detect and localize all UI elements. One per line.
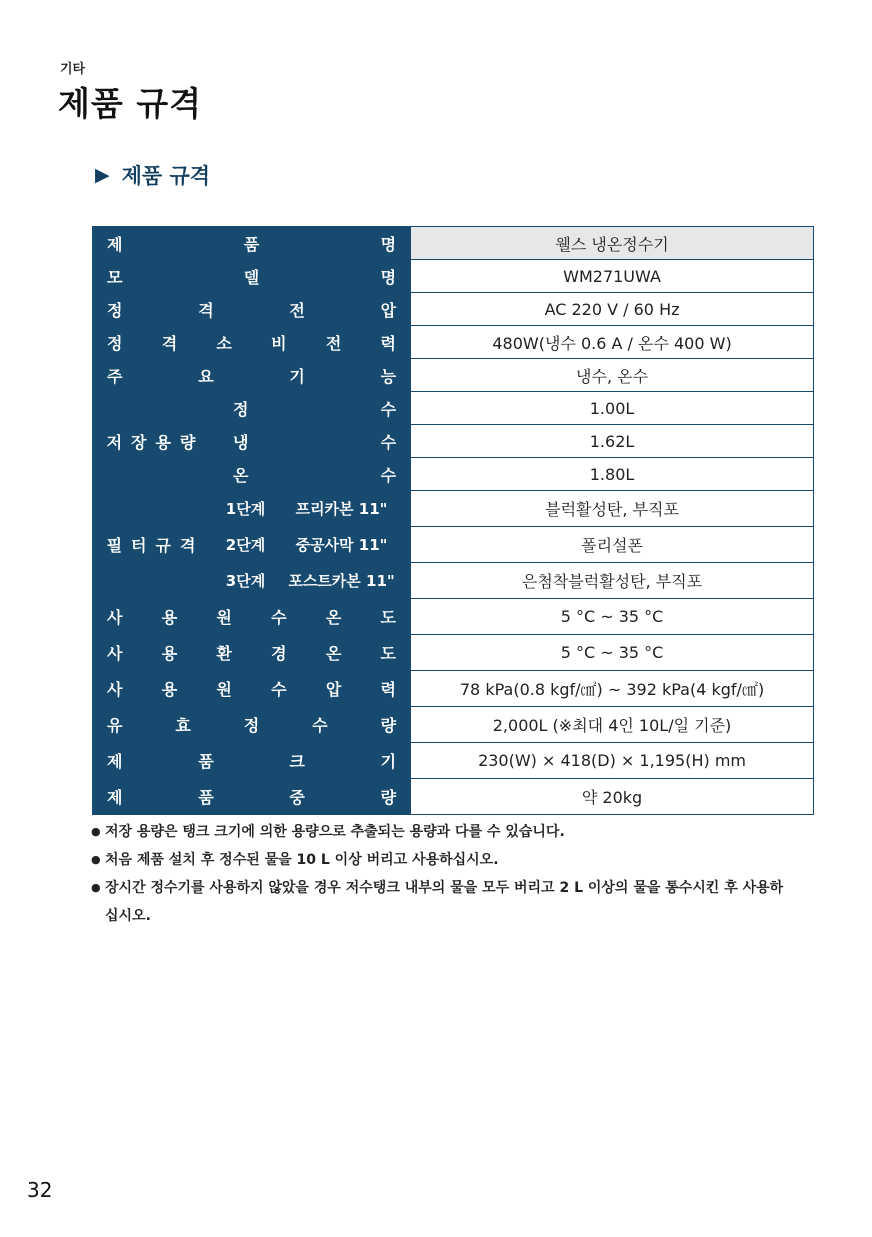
label-char: 요 [198,366,214,386]
table-row [93,599,814,635]
row-value-main-function: 냉수, 온수 [411,359,814,392]
label-char: 원 [216,608,232,627]
label-char: 력 [380,333,396,353]
label-char: 기 [380,752,397,771]
table-row [93,293,814,326]
note-text: 처음 제품 설치 후 정수된 물을 10 L 이상 버리고 사용하십시오. [105,852,499,868]
row-label-size [93,743,411,779]
label-char: 수 [312,716,328,735]
section-heading-text: 제품 규격 [121,164,211,188]
label-char: 기 [289,366,305,386]
list-item [91,818,791,846]
label-char: 수 [271,608,287,627]
label-char: 수 [380,465,397,485]
label-char: 사 [107,608,123,627]
label-char: 수 [380,399,397,419]
note-text: 저장 용량은 탱크 크기에 의한 용량으로 추출되는 용량과 다를 수 있습니다. [105,824,565,840]
label-char: 정 [243,716,260,735]
table-row [93,392,814,425]
row-value-product-name: 웰스 냉온정수기 [411,227,814,260]
storage-sub-label [219,392,411,425]
label-char: 명 [380,234,397,254]
label-char: 격 [198,300,214,320]
bullet-icon: ● [91,881,101,894]
section-category: 기타 [60,62,86,77]
bullet-icon: ● [91,853,101,866]
table-row [93,635,814,671]
page-number: 32 [27,1178,53,1202]
filter-value: 은첨착블럭활성탄, 부직포 [411,563,814,599]
page-title: 제품 규격 [58,84,203,123]
row-value-rated-power: 480W(냉수 0.6 A / 온수 400 W) [411,326,814,359]
label-char: 경 [271,644,287,663]
label-char: 품 [243,234,260,254]
row-label-water-temp [93,599,411,635]
label-char: 원 [216,680,232,699]
table-row [93,491,814,527]
table-row [93,359,814,392]
label-char: 환 [216,644,232,663]
label-char: 제 [107,234,123,254]
row-value-model: WM271UWA [411,260,814,293]
label-char: 델 [243,267,260,287]
note-text: 장시간 정수기를 사용하지 않았을 경우 저수탱크 내부의 물을 모두 버리고 2 L 이상의 물을 통수시킨 후 사용하십시오. [105,880,784,924]
label-char: 주 [107,366,123,386]
filter-stage: 3단계 [219,563,273,599]
storage-sub-label [219,425,411,458]
row-value-weight: 약 20kg [411,779,814,815]
label-char: 용 [161,644,178,663]
row-value-water-pressure: 78 kPa(0.8 kgf/㎠) ~ 392 kPa(4 kgf/㎠) [411,671,814,707]
section-heading [95,160,210,190]
storage-value: 1.62L [411,425,814,458]
row-label-filter: 필터규격 [93,491,219,599]
row-value-env-temp: 5 °C ~ 35 °C [411,635,814,671]
label-char: 크 [289,752,305,771]
row-value-size: 230(W) × 418(D) × 1,195(H) mm [411,743,814,779]
row-label-main-function [93,359,411,392]
label-char: 도 [380,608,396,627]
bullet-icon: ● [91,825,101,838]
label-char: 제 [107,752,123,771]
table-row [93,260,814,293]
label-char: 수 [271,680,287,699]
label-char: 품 [198,788,214,807]
filter-value: 블럭활성탄, 부직포 [411,491,814,527]
storage-sub-label [219,458,411,491]
label-char: 용 [161,608,178,627]
table-row [93,743,814,779]
label-char: 냉 [233,432,249,452]
label-char: 정 [233,399,249,419]
row-value-water-temp: 5 °C ~ 35 °C [411,599,814,635]
filter-stage: 1단계 [219,491,273,527]
label-char: 사 [107,644,123,663]
row-label-storage: 저장용량 [93,392,219,491]
label-char: 력 [380,680,396,699]
storage-value: 1.00L [411,392,814,425]
label-char: 수 [380,432,397,452]
label-char: 전 [289,300,305,320]
row-label-water-pressure [93,671,411,707]
label-char: 사 [107,680,123,699]
label-char: 량 [380,716,397,735]
label-char: 압 [380,300,397,320]
list-item [91,874,791,930]
label-char: 효 [175,716,191,735]
label-char: 압 [325,680,342,699]
notes-list [91,818,791,930]
label-char: 온 [325,608,342,627]
label-char: 중 [289,788,305,807]
filter-name: 중공사막 11" [273,527,411,563]
table-row [93,671,814,707]
row-label-rated-power [93,326,411,359]
row-label-product-name [93,227,411,260]
label-char: 온 [325,644,342,663]
row-label-rated-voltage [93,293,411,326]
label-char: 제 [107,788,123,807]
label-char: 정 [107,333,123,353]
row-label-env-temp [93,635,411,671]
triangle-marker-icon: ▶ [95,164,110,186]
label-char: 정 [107,300,123,320]
table-row [93,326,814,359]
row-label-weight [93,779,411,815]
row-label-effective-capacity [93,707,411,743]
label-char: 격 [161,333,178,353]
filter-value: 폴리설폰 [411,527,814,563]
label-char: 유 [107,716,123,735]
label-char: 비 [271,333,287,353]
row-label-model [93,260,411,293]
filter-name: 포스트카본 11" [273,563,411,599]
storage-value: 1.80L [411,458,814,491]
label-char: 량 [380,788,397,807]
label-char: 능 [380,366,397,386]
list-item [91,846,791,874]
filter-stage: 2단계 [219,527,273,563]
row-value-rated-voltage: AC 220 V / 60 Hz [411,293,814,326]
table-row [93,707,814,743]
label-char: 도 [380,644,396,663]
table-row [93,779,814,815]
spec-table [92,226,814,815]
row-value-effective-capacity: 2,000L (※최대 4인 10L/일 기준) [411,707,814,743]
label-char: 품 [198,752,214,771]
table-row [93,227,814,260]
label-char: 소 [216,333,232,353]
label-char: 전 [325,333,342,353]
label-char: 명 [380,267,397,287]
label-char: 모 [107,267,123,287]
filter-name: 프리카본 11" [273,491,411,527]
label-char: 온 [233,465,249,485]
label-char: 용 [161,680,178,699]
